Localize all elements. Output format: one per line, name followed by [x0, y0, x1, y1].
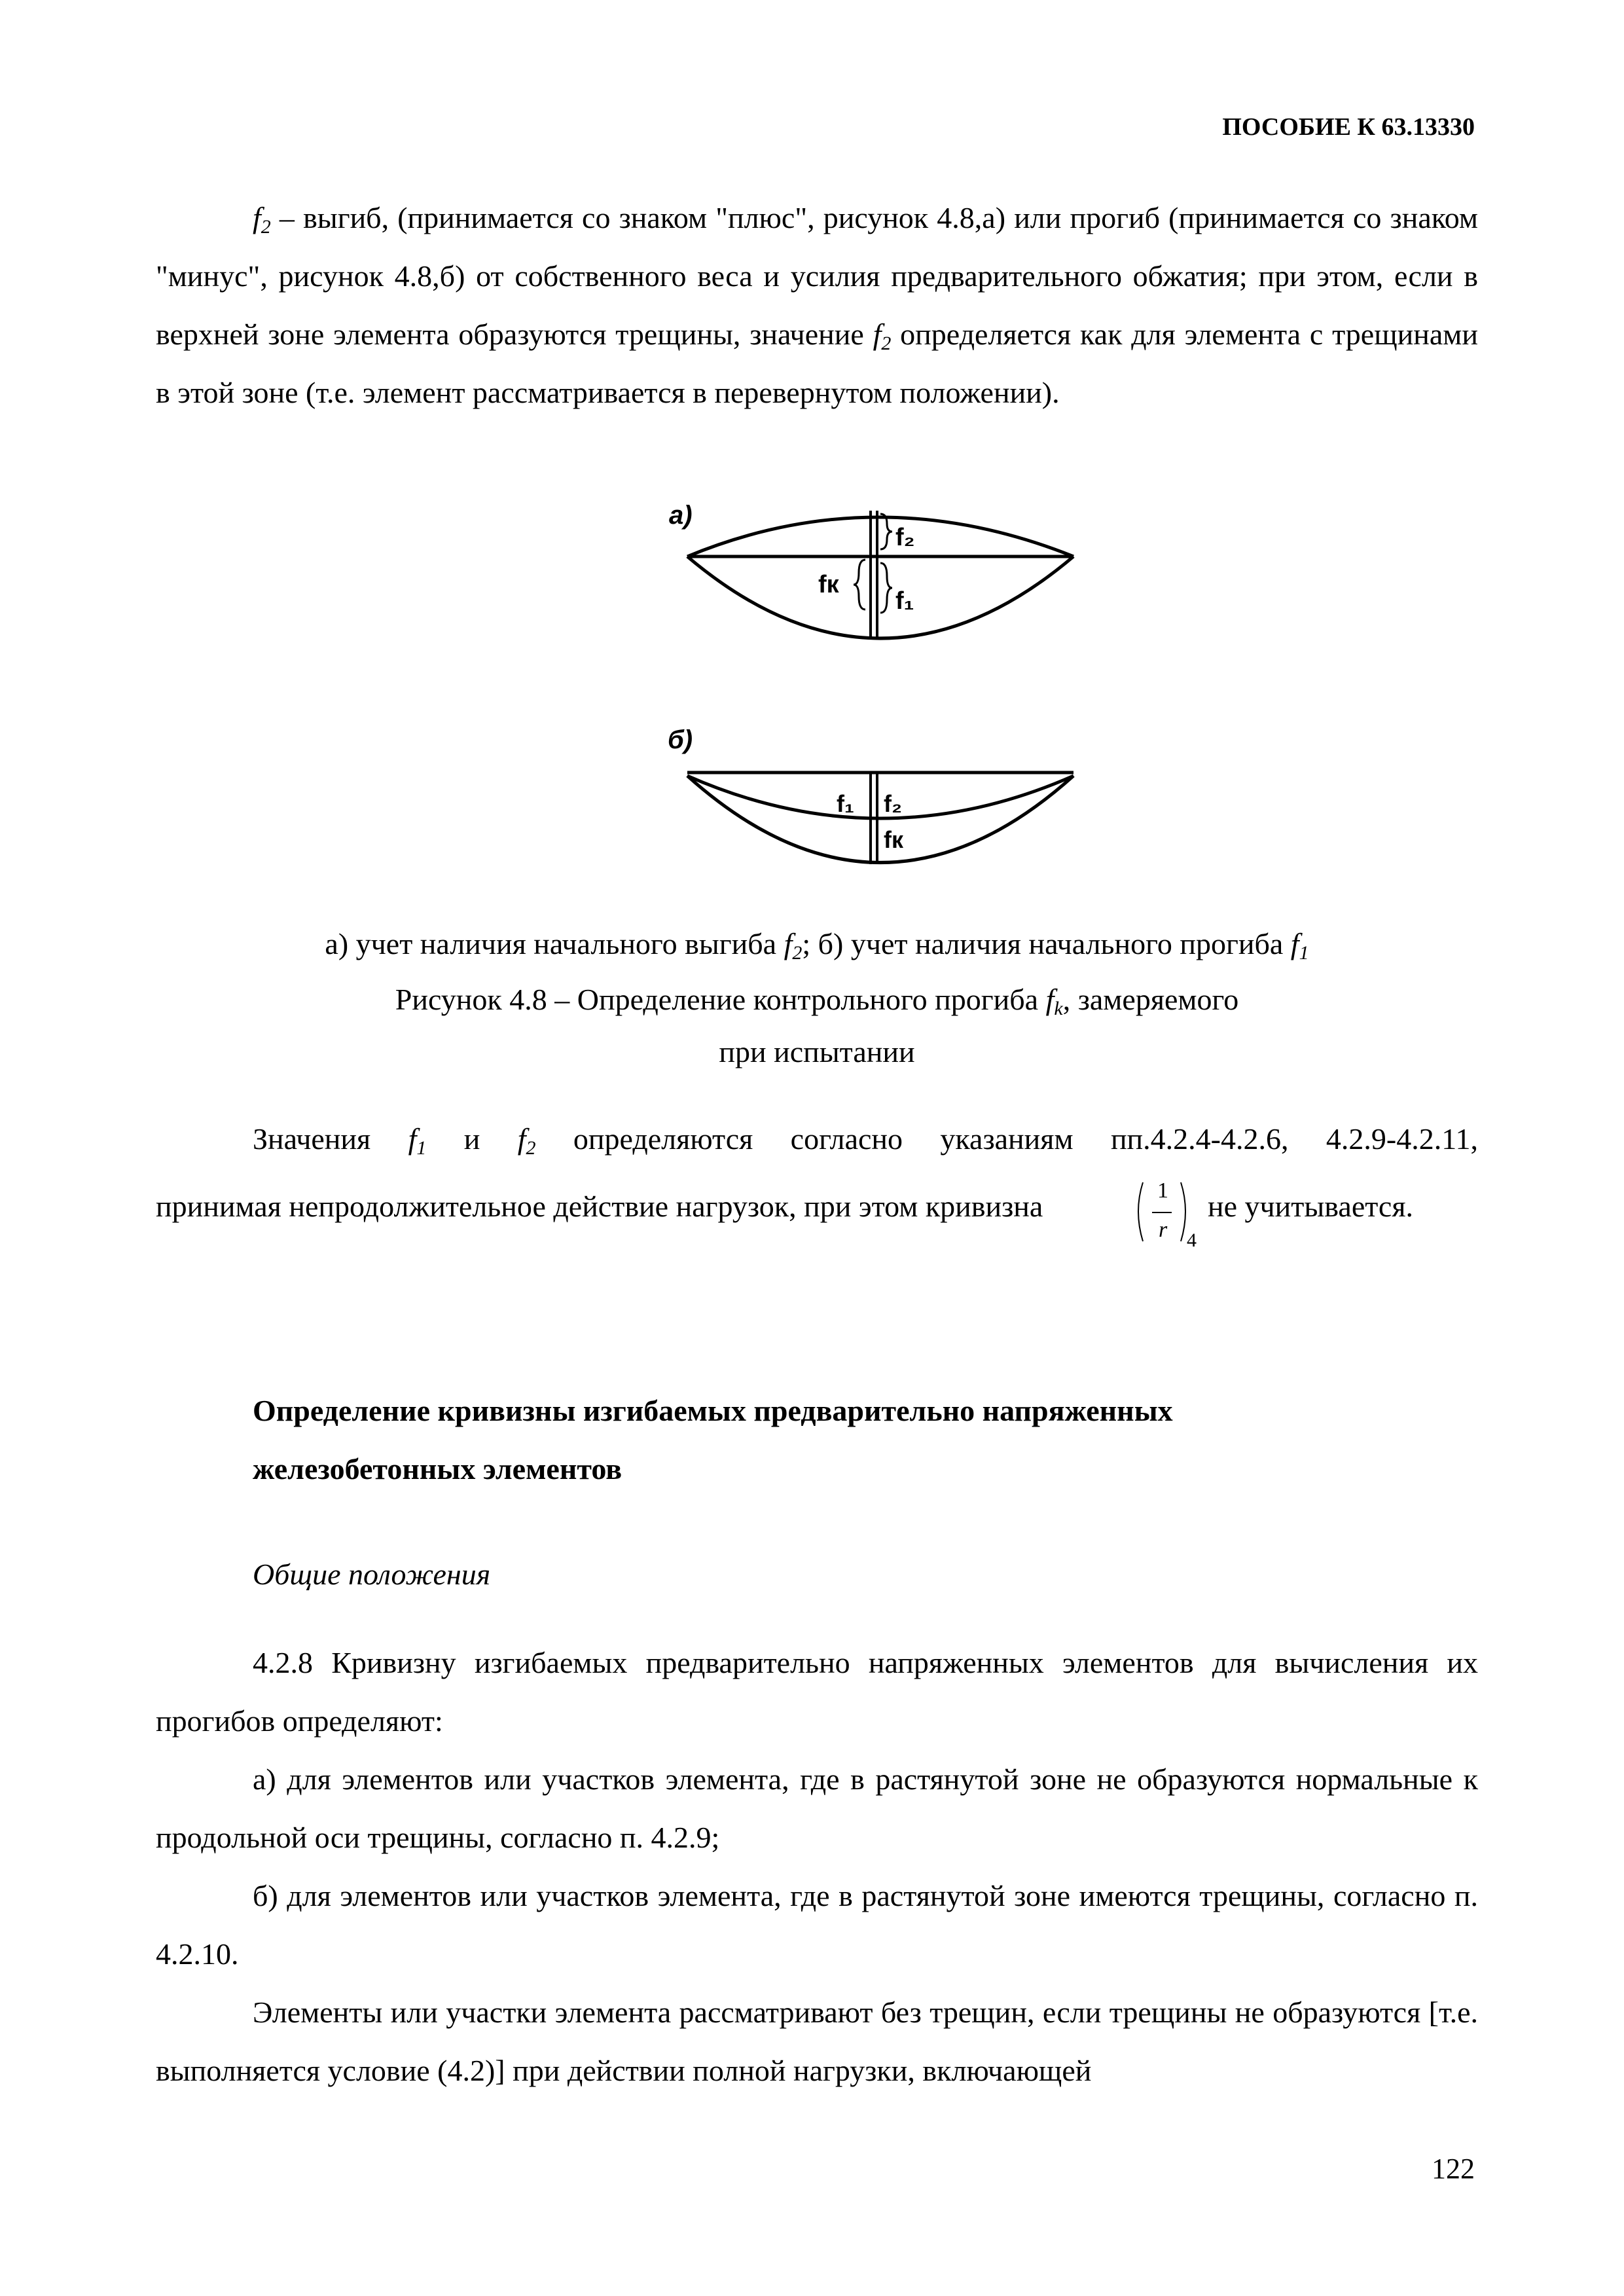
paragraph-item-a: а) для элементов или участков элемента, где в растянутой зоне не образуются нормальные к продольной оси трещины, согласно п. 4.2.9; — [156, 1762, 1478, 1854]
heading-line: железобетонных элементов — [253, 1452, 623, 1485]
fraction-subscript: 4 — [1187, 1230, 1197, 1251]
subscript: k — [1054, 998, 1063, 1019]
symbol-f: f — [1290, 927, 1299, 960]
label-f2: f₂ — [895, 524, 915, 551]
figure-caption-line2 — [156, 982, 1478, 1017]
paragraph-f2-definition — [156, 189, 1478, 422]
symbol-f: f — [408, 1122, 417, 1156]
figure-caption-line3: при испытании — [719, 1035, 915, 1068]
paragraph-text: Значения — [253, 1122, 408, 1156]
heading-line: Определение кривизны изгибаемых предварительно напряженных — [253, 1394, 1173, 1427]
paragraph-values-line2-end: не учитывается. — [1208, 1190, 1413, 1223]
caption-text: , замеряемого — [1062, 983, 1239, 1016]
label-fk-b: fк — [884, 826, 904, 853]
middle-arc — [687, 776, 1074, 818]
subscript: 1 — [1299, 942, 1309, 964]
symbol-f: f — [517, 1122, 526, 1156]
brace-fk — [854, 560, 865, 610]
curvature-fraction — [1131, 1178, 1197, 1251]
paragraph-text: определяются согласно указаниям пп.4.2.4-4.2.6, 4.2.9-4.2.11, — [535, 1122, 1478, 1156]
paragraph-text: определяется как для элемента с трещинами в этой зоне (т.е. элемент рассматривается в перевернутом положении). — [156, 318, 1478, 409]
paragraph-values-line1 — [156, 1110, 1478, 1168]
page-header: ПОСОБИЕ К 63.13330 — [1222, 113, 1475, 141]
panel-b-label: б) — [668, 725, 693, 754]
paragraph-values-line2: принимая непродолжительное действие нагрузок, при этом кривизна — [156, 1190, 1043, 1223]
fraction-numerator: 1 — [1157, 1178, 1168, 1203]
upper-arc — [687, 517, 1074, 556]
figure-caption-line1 — [156, 926, 1478, 964]
fraction-denominator: r — [1159, 1218, 1168, 1242]
panel-a-label: а) — [669, 501, 693, 530]
page-number: 122 — [1432, 2153, 1475, 2185]
section-heading — [253, 1381, 1431, 1498]
brace-f2 — [880, 514, 892, 549]
paragraph-text: и — [426, 1122, 518, 1156]
subscript: 2 — [792, 942, 803, 964]
label-fk: fк — [818, 571, 839, 598]
paragraph-4-2-8: 4.2.8 Кривизну изгибаемых предварительно напряженных элементов для вычисления их прогибов определяют: — [156, 1646, 1478, 1738]
symbol-f: f — [253, 201, 261, 234]
subscript: 2 — [526, 1137, 536, 1159]
subscript: 2 — [881, 333, 892, 354]
paragraph-item-b: б) для элементов или участков элемента, где в растянутой зоне имеются трещины, согласно п. 4.2.10. — [156, 1879, 1478, 1971]
symbol-f: f — [1045, 983, 1055, 1016]
caption-text: Рисунок 4.8 – Определение контрольного прогиба — [395, 983, 1046, 1016]
caption-text: ; б) учет наличия начального прогиба — [802, 927, 1291, 960]
label-f1-b: f₁ — [837, 790, 854, 817]
subsection-heading: Общие положения — [253, 1558, 491, 1591]
symbol-f: f — [784, 927, 793, 960]
subscript: 1 — [416, 1137, 427, 1159]
caption-text: а) учет наличия начального выгиба — [325, 927, 784, 960]
deflection-diagram — [655, 478, 1113, 897]
label-f1: f₁ — [895, 587, 914, 615]
paragraph-no-cracks: Элементы или участки элемента рассматривают без трещин, если трещины не образуются [т.е. выполняется условие (4.2)] при действии полной нагрузки, включающей — [156, 1995, 1478, 2087]
lower-arc — [687, 556, 1074, 638]
subscript: 2 — [261, 216, 271, 238]
figure-4-8 — [655, 478, 1113, 897]
paragraph-text: – выгиб, (принимается со знаком "плюс", рисунок 4.8,а) или прогиб (принимается со знаком "минус", рисунок 4.8,б) от собственного веса и усилия предварительного обжатия; при этом, если в верхней зоне элемента образуются трещины, значение — [156, 201, 1478, 351]
label-f2-b: f₂ — [884, 790, 902, 817]
brace-f1 — [880, 563, 892, 613]
symbol-f: f — [873, 318, 882, 351]
